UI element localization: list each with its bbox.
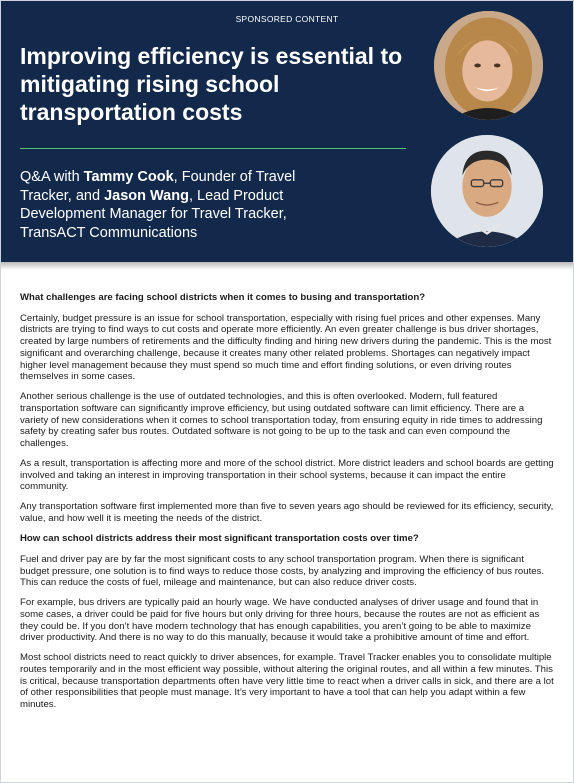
article-title: Improving efficiency is essential to mitigating rising school transportation costs [20, 43, 403, 125]
question-heading: How can school districts address their most significant transportation costs over time? [20, 533, 419, 545]
paragraph: Any transportation software first implemented more than five to seven years ago should be reviewed for its efficiency, security, value, and how well it is meeting the needs of the district. [20, 501, 554, 525]
article-header [0, 0, 574, 262]
person1-name: Tammy Cook [83, 169, 174, 185]
sponsored-label: SPONSORED CONTENT [235, 14, 339, 24]
paragraph: Most school districts need to react quickly to driver absences, for example. Travel Tracker enables you to consolidate multiple routes temporarily and in the most efficient way possible, without altering the original routes, and all within a few minutes. This is critical, because transportation departments often have very little time to react when a driver calls in sick, and there are a lot of other responsibilities that people must manage. It’s very important to have a tool that can help you adapt within a few minutes. [20, 652, 554, 711]
header-shadow [0, 262, 574, 270]
qa-byline [20, 168, 350, 242]
paragraph: As a result, transportation is affecting more and more of the school district. More district leaders and school boards are getting involved and taking an interest in improving transportation in their school systems, because it can impact the entire community. [20, 458, 554, 493]
article-body [20, 292, 554, 719]
person2-role: , Lead Product Development Manager for Travel Tracker, TransACT Communications [20, 187, 287, 241]
paragraph: Certainly, budget pressure is an issue for school transportation, especially with rising fuel prices and other expenses. Many districts are trying to find ways to cut costs and operate more efficiently. An even greater challenge is bus driver shortages, created by large numbers of retirements and the difficulty finding and hiring new drivers during the pandemic. This is the most significant and overarching challenge, because it creates many other related problems. Shortages can negatively impact higher level management because they must spend so much time and effort finding solutions, or even driving routes themselves in some cases. [20, 312, 552, 383]
qa-prefix: Q&A with [20, 169, 84, 185]
question-heading: What challenges are facing school districts when it comes to busing and transportation? [20, 292, 426, 303]
paragraph: For example, bus drivers are typically paid an hourly wage. We have conducted analyses of driver usage and found that in some cases, a driver could be paid for five hours but only driving for three hours, because the routes are not as efficient as they could be. If you don’t have modern technology that has enough capabilities, you aren’t going to be able to maximize driver productivity. And there is no way to do this manually, because it would take a prohibitive amount of time and effort. [20, 597, 540, 644]
person2-name: Jason Wang [104, 187, 189, 204]
header-divider [20, 148, 406, 149]
portrait-photo-man [431, 135, 543, 247]
portrait-photo-woman [434, 11, 543, 120]
person1-role: , Founder of Travel Tracker, and [20, 169, 296, 204]
paragraph: Another serious challenge is the use of outdated technologies, and this is often overlooked. Modern, full featured transportation software can significantly improve efficiency, but using outdated software can limit efficiency. There are a variety of new considerations when it comes to school transportation today, from ensuring equity in ride times to addressing safety by creating safer bus routes. Outdated software is not going to be up to the task and can even compound the challenges. [20, 391, 543, 450]
paragraph: Fuel and driver pay are by far the most significant costs to any school transportation program. When there is significant budget pressure, one solution is to find ways to reduce those costs, by analyzing and improving the efficiency of bus routes. This can reduce the costs of fuel, mileage and maintenance, but can also reduce driver costs. [20, 553, 545, 589]
